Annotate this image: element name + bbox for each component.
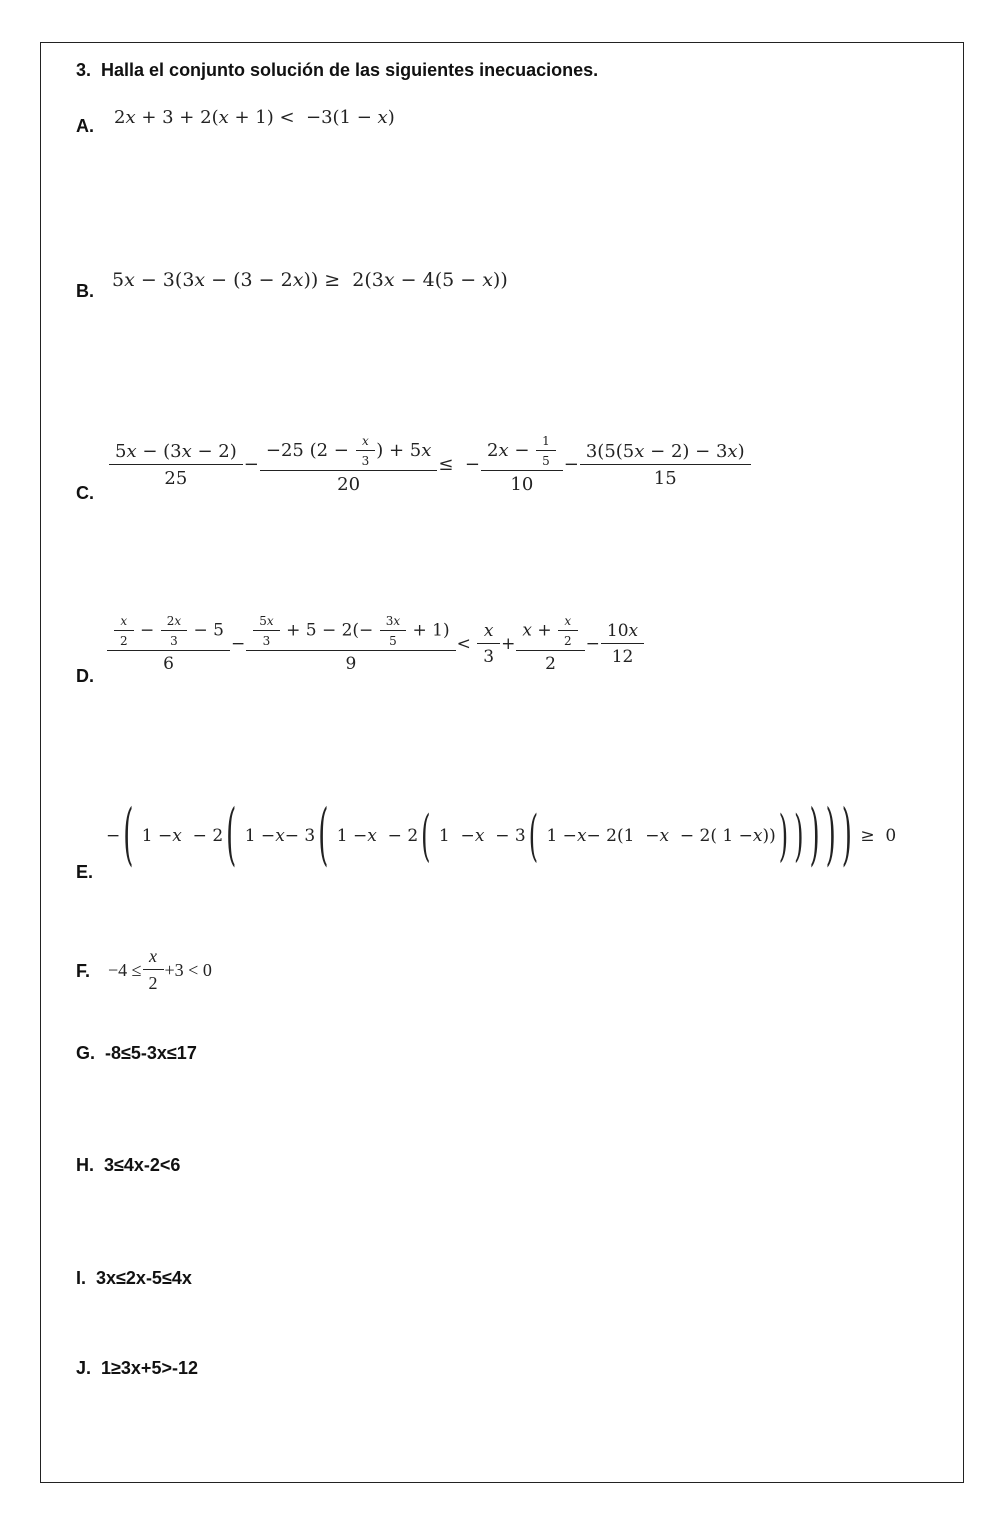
item-a-expression: 2 x + 3 + 2( x + 1) < −3(1 − x ) bbox=[114, 107, 395, 128]
item-a-label: A. bbox=[76, 116, 94, 136]
item-h-expression: 3≤4x-2<6 bbox=[104, 1155, 181, 1175]
item-h bbox=[76, 1155, 190, 1176]
item-j-expression: 1≥3x+5>-12 bbox=[101, 1358, 198, 1378]
item-i-expression: 3x≤2x-5≤4x bbox=[96, 1268, 192, 1288]
item-h-label: H. bbox=[76, 1155, 94, 1175]
worksheet-frame bbox=[40, 42, 964, 1483]
item-b-expression: 5 x − 3(3 x − (3 − 2 x )) ≥ 2(3 x − 4(5 − x )) bbox=[112, 269, 508, 291]
item-d-expression: $\frac{x}{2}$ − $\frac{2x}{3}$ − 5 6 − $\frac{5x}{3}$ + 5 − 2(− $\frac{3x}{5}$ + 1) 9 < $\frac{x}{3}$ + x + $\frac{x}{2}$ 2 − $\frac{10x}{12}$ bbox=[106, 614, 645, 674]
item-i bbox=[76, 1268, 202, 1289]
exercise-number: 3. bbox=[76, 60, 92, 80]
item-g bbox=[76, 1043, 207, 1064]
item-i-label: I. bbox=[76, 1268, 87, 1288]
item-e-label: E. bbox=[76, 862, 94, 882]
item-g-expression: -8≤5-3x≤17 bbox=[105, 1043, 197, 1063]
item-j-label: J. bbox=[76, 1358, 92, 1378]
item-c-expression: $\frac{5x - (3x - 2)}{25}$ − −25 (2 − $\frac{x}{3}$ ) + 5x 20 ≤ − 2x − $\frac{1}{5}$ 10 − $\frac{3(5(5x - 2) - 3x)}{15}$ bbox=[108, 434, 752, 495]
item-g-label: G. bbox=[76, 1043, 96, 1063]
item-c-label: C. bbox=[76, 483, 94, 503]
exercise-title bbox=[76, 60, 598, 81]
item-j bbox=[76, 1358, 208, 1379]
exercise-instruction: Halla el conjunto solución de las siguientes inecuaciones. bbox=[101, 60, 599, 80]
item-f-expression: −4 ≤ $\frac{x}{2}$ +3 < 0 bbox=[108, 946, 212, 993]
item-f-label: F. bbox=[76, 961, 91, 981]
item-e-expression: − ( 1 − x − 2 ( 1 − x − 3 ( 1 − x − 2 ( 1 − x − 3 ( 1 − x − 2(1 − x − 2( 1 − x )) ) ) ) ) ) ≥ 0 bbox=[106, 797, 897, 875]
item-b-label: B. bbox=[76, 281, 94, 301]
item-d-label: D. bbox=[76, 666, 94, 686]
